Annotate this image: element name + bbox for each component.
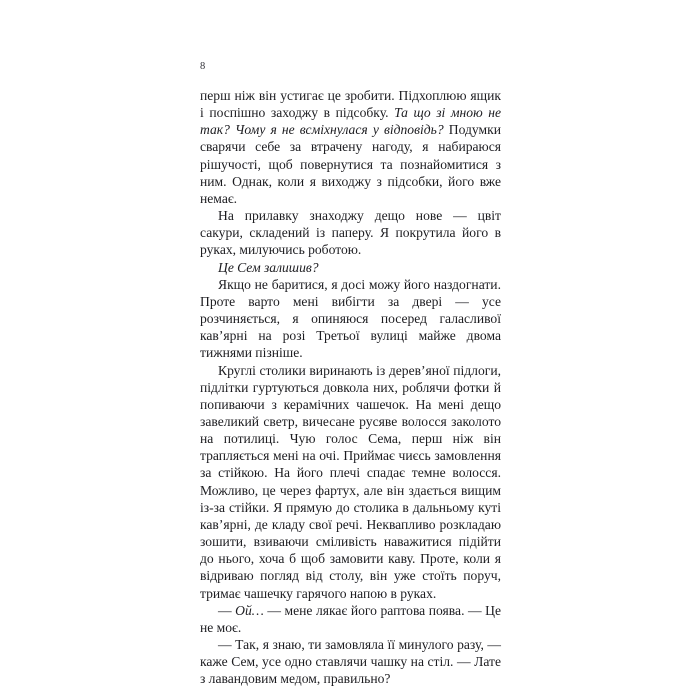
- italic-run: Ой…: [235, 602, 264, 618]
- paragraph: [200, 259, 501, 276]
- text-run: Подумки сварячи себе за втрачену нагоду, я набираюся рішучості, щоб повернутися та познайомитися з ним. Однак, коли я виходжу з підсобки, його вже немає.: [200, 122, 501, 206]
- paragraph: [200, 276, 501, 362]
- paragraph: [200, 636, 501, 687]
- body-text-block: [200, 87, 501, 687]
- text-run: Якщо не баритися, я досі можу його наздогнати. Проте варто мені вибігти за двері — усе розчиняється, я опиняюся посеред галасливої кав’ярні на розі Третьої вулиці майже двома тижнями пізніше.: [200, 276, 501, 361]
- paragraph: [200, 362, 501, 602]
- text-run: На прилавку знаходжу дещо нове — цвіт сакури, складений із паперу. Я покрутила його в руках, милуючись роботою.: [200, 208, 501, 258]
- paragraph: [200, 87, 501, 207]
- text-run: —: [218, 602, 236, 618]
- text-run: перш ніж він устигає це зробити. Підхоплюю ящик і поспішно заходжу в підсобку.: [200, 88, 501, 121]
- text-run: — Так, я знаю, ти замовляла її минулого разу, — каже Сем, усе одно ставлячи чашку на стіл. — Лате з лавандовим медом, правильно?: [200, 637, 501, 687]
- italic-run: Та що зі мною не так? Чому я не всміхнулася у відповідь?: [200, 105, 501, 138]
- text-run: Круглі столики виринають із дерев’яної підлоги, підлітки гуртуються довкола них, роблячи фотки й попиваючи з керамічних чашечок. На мені дещо завеликий светр, вичесане русяве волосся заколото на потилиці. Чую голос Сема, перш ніж він трапляється мені на очі. Приймає чиєсь замовлення за стійкою. На його плечі спадає темне волосся. Можливо, це через фартух, але він здається вищим із-за стійки. Я прямую до столика в дальньому куті кав’ярні, де кладу свої речі. Неквапливо розкладаю зошити, взиваючи сміливість наважитися підійти до нього, хоча б щоб замовити каву. Проте, коли я відриваю погляд від столу, він уже стоїть поруч, тримає чашечку гарячого напою в руках.: [200, 362, 501, 601]
- page-number: 8: [200, 61, 206, 72]
- paragraph: [200, 602, 501, 636]
- text-run: — мене лякає його раптова поява. — Це не моє.: [200, 602, 501, 635]
- italic-run: Це Сем залишив?: [218, 259, 319, 275]
- paragraph: [200, 207, 501, 258]
